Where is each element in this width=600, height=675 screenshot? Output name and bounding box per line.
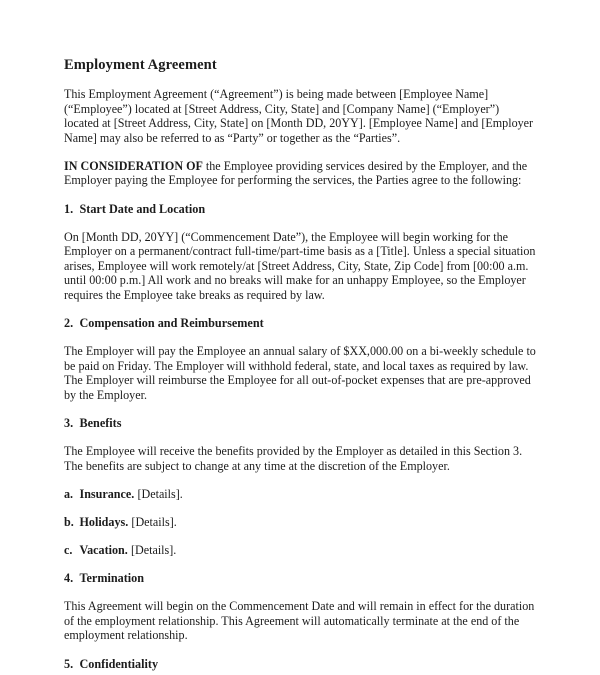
- benefit-letter-c: c.: [64, 543, 73, 558]
- benefit-detail-a: [Details].: [137, 486, 183, 501]
- section-title-2: Compensation and Reimbursement: [79, 316, 264, 331]
- intro-paragraph: This Employment Agreement (“Agreement”) is being made between [Employee Name] (“Employee”) located at [Street Address, City, State] and [Company Name] (“Employer”) located at [Street Address, City, State] on [Month DD, 20YY]. [Employee Name] and [Employer Name] may also be referred to as “Party” or together as the “Parties”.: [64, 87, 534, 145]
- section-body-2: The Employer will pay the Employee an annual salary of $XX,000.00 on a bi-weekly schedule to be paid on Friday. The Employer will withhold federal, state, and local taxes as required by law. The Employer will reimburse the Employee for all out-of-pocket expenses that are pre-approved by the Employer.: [64, 344, 536, 402]
- section-heading-1: [64, 202, 537, 217]
- section-heading-3: [64, 416, 537, 431]
- benefit-detail-c: [Details].: [130, 543, 177, 558]
- benefit-term-a: Insurance.: [79, 486, 135, 501]
- consideration-paragraph: [64, 159, 537, 188]
- section-number-1: 1.: [64, 201, 74, 216]
- benefit-term-c: Vacation.: [79, 543, 128, 558]
- consideration-rest: the Employee providing services desired by the Employer, and the Employer paying the Employee for performing the services, the Parties agree to the following:: [64, 158, 528, 188]
- section-body-4: This Agreement will begin on the Commencement Date and will remain in effect for the duration of the employment relationship. This Agreement will automatically terminate at the end of the employment relationship.: [64, 599, 535, 643]
- benefit-letter-b: b.: [64, 514, 74, 529]
- section-heading-5: [64, 657, 537, 672]
- section-heading-2: [64, 316, 537, 331]
- benefit-term-b: Holidays.: [79, 514, 129, 529]
- section-body-1: On [Month DD, 20YY] (“Commencement Date”), the Employee will begin working for the Employer on a permanent/contract full-time/part-time basis as a [Title]. Unless a special situation arises, Employee will work remotely/at [Street Address, City, State, Zip Code] from [00:00 a.m. until 00:00 p.m.] All work and no breaks will make for an unhappy Employee, so the Employer requires the Employee take breaks as required by law.: [64, 229, 536, 303]
- section-number-3: 3.: [64, 416, 74, 431]
- section-title-1: Start Date and Location: [79, 201, 206, 216]
- page-title: Employment Agreement: [64, 57, 217, 73]
- section-number-5: 5.: [64, 656, 74, 671]
- section-body-3: The Employee will receive the benefits provided by the Employer as detailed in this Section 3. The benefits are subject to change at any time at the discretion of the Employer.: [64, 444, 523, 473]
- list-item: [64, 543, 537, 558]
- section-number-4: 4.: [64, 571, 74, 586]
- section-title-5: Confidentiality: [79, 656, 159, 671]
- benefit-detail-b: [Details].: [131, 514, 177, 529]
- section-number-2: 2.: [64, 316, 74, 331]
- list-item: [64, 515, 537, 530]
- section-title-4: Termination: [79, 571, 145, 586]
- benefit-letter-a: a.: [64, 486, 74, 501]
- section-heading-4: [64, 571, 537, 586]
- list-item: [64, 487, 537, 502]
- section-title-3: Benefits: [79, 416, 122, 431]
- consideration-lead-bold: IN CONSIDERATION OF: [64, 158, 203, 173]
